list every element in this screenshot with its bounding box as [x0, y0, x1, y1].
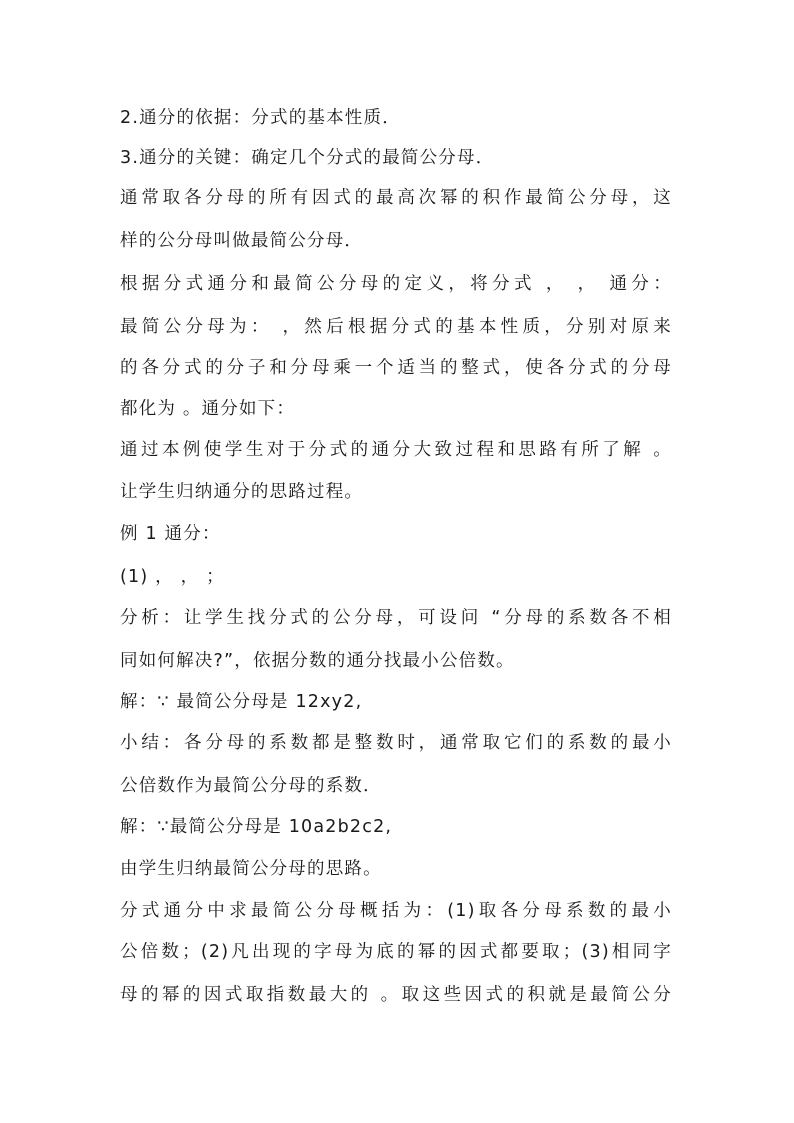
- text-line-14: 同如何解决?”，依据分数的通分找最小公倍数。: [120, 651, 515, 671]
- text-line-1: 2.通分的依据：分式的基本性质．: [120, 108, 401, 128]
- text-line-22: 母的幂的因式取指数最大的 。取这些因式的积就是最简公分: [120, 985, 672, 1005]
- text-line-18: 解：∵最简公分母是 10a2b2c2,: [120, 817, 393, 837]
- text-line-6: 最简公分母为： ，然后根据分式的基本性质，分别对原来: [120, 317, 672, 337]
- text-line-20: 分式通分中求最简公分母概括为：(1)取各分母系数的最小: [120, 901, 672, 921]
- text-line-16: 小结：各分母的系数都是整数时，通常取它们的系数的最小: [120, 733, 672, 753]
- text-line-2: 3.通分的关键：确定几个分式的最简公分母．: [120, 148, 495, 168]
- text-line-10: 让学生归纳通分的思路过程。: [120, 482, 364, 502]
- text-line-21: 公倍数；(2)凡出现的字母为底的幂的因式都要取；(3)相同字: [120, 942, 672, 962]
- text-line-8: 都化为 。通分如下：: [120, 399, 296, 419]
- text-line-19: 由学生归纳最简公分母的思路。: [120, 859, 382, 879]
- text-line-17: 公倍数作为最简公分母的系数．: [120, 776, 382, 796]
- text-line-15: 解：∵ 最简公分母是 12xy2,: [120, 692, 363, 712]
- text-line-12: (1) ， ， ；: [120, 567, 225, 587]
- text-line-11: 例 1 通分：: [120, 524, 221, 544]
- text-line-7: 的各分式的分子和分母乘一个适当的整式，使各分式的分母: [120, 358, 672, 378]
- text-line-9: 通过本例使学生对于分式的通分大致过程和思路有所了解 。: [120, 440, 672, 460]
- text-line-13: 分析：让学生找分式的公分母，可设问 “分母的系数各不相: [120, 608, 672, 628]
- text-line-3: 通常取各分母的所有因式的最高次幂的积作最简公分母，这: [120, 188, 672, 208]
- text-line-4: 样的公分母叫做最简公分母．: [120, 231, 364, 251]
- text-line-5: 根据分式通分和最简公分母的定义，将分式 ， ， 通分：: [120, 274, 672, 294]
